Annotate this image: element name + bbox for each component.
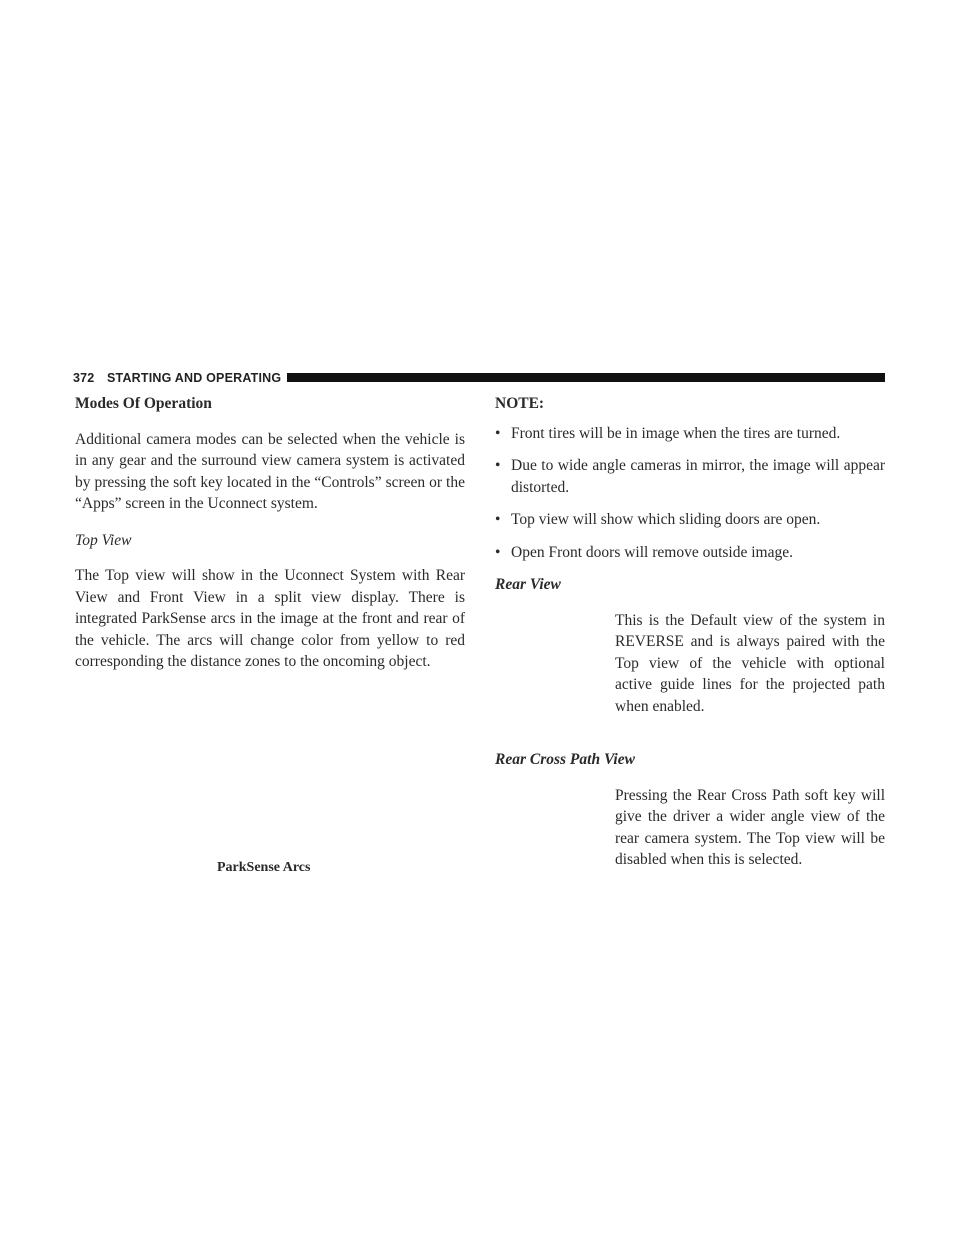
bullet-icon: • — [495, 543, 501, 561]
note-list — [495, 423, 885, 564]
top-view-paragraph: The Top view will show in the Uconnect System with Rear View and Front View in a split view display. There is integrated ParkSense arcs in the image at the front and rear of the vehicle. The arcs will change color from yellow to red corresponding the distance zones to the oncoming object. — [75, 567, 465, 670]
page-number: 372 — [73, 371, 95, 385]
rear-view-heading: Rear View — [495, 576, 561, 593]
note-heading: NOTE: — [495, 395, 545, 412]
section-title: STARTING AND OPERATING — [107, 371, 282, 385]
top-view-heading: Top View — [75, 531, 132, 549]
bullet-icon: • — [495, 511, 501, 528]
note-item: • Due to wide angle cameras in mirror, the image will appear distorted. — [495, 457, 885, 496]
rear-cross-path-heading: Rear Cross Path View — [495, 751, 635, 768]
rear-view-paragraph: This is the Default view of the system in REVERSE and is always paired with the Top view of the vehicle with optional active guide lines for the projected path when enabled. — [615, 611, 885, 715]
bullet-icon: • — [495, 424, 501, 442]
modes-of-operation-paragraph: Additional camera modes can be selected when the vehicle is in any gear and the surround view camera system is activated by pressing the soft key located in the “Controls” screen or the “Apps” screen in the Uconnect system. — [75, 430, 465, 512]
note-item: • Front tires will be in image when the tires are turned. — [495, 423, 885, 445]
figure-caption: ParkSense Arcs — [217, 860, 311, 875]
header-rule — [287, 373, 885, 382]
note-item: • Top view will show which sliding doors are open. — [495, 509, 885, 531]
left-column — [75, 393, 465, 688]
rear-cross-path-paragraph: Pressing the Rear Cross Path soft key will give the driver a wider angle view of the rear camera system. The Top view will be disabled when this is selected. — [615, 786, 885, 868]
modes-of-operation-heading: Modes Of Operation — [75, 395, 212, 412]
note-item: • Open Front doors will remove outside image. — [495, 542, 885, 564]
right-column — [495, 393, 885, 903]
bullet-icon: • — [495, 457, 501, 474]
page-header — [73, 370, 885, 386]
